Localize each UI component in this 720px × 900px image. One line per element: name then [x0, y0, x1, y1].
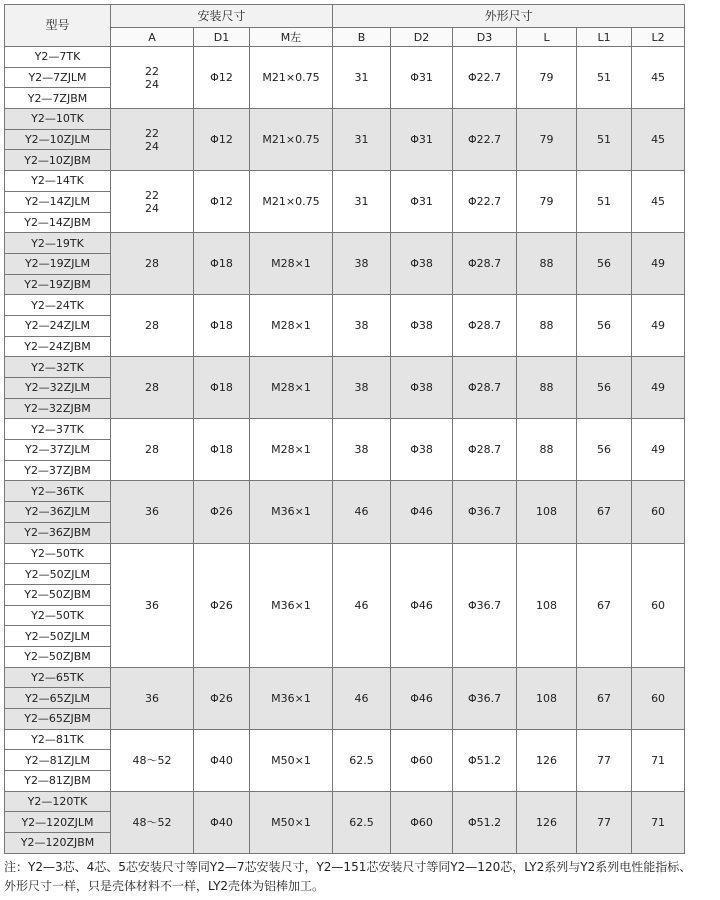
model-group [5, 667, 685, 729]
cell-l: 108 [517, 543, 577, 667]
spec-table [4, 4, 685, 854]
model-group [5, 295, 685, 357]
cell-l2: 60 [632, 667, 685, 729]
cell-a: 48～52 [111, 729, 194, 791]
cell-b: 46 [333, 481, 391, 543]
table-row [5, 47, 685, 68]
cell-l: 108 [517, 481, 577, 543]
model-cell: Y2—50ZJBM [5, 584, 111, 605]
cell-d3: Φ22.7 [453, 171, 517, 233]
col-header-l1: L1 [577, 28, 632, 47]
cell-d1: Φ26 [194, 667, 250, 729]
model-cell: Y2—14ZJBM [5, 212, 111, 233]
model-cell: Y2—81ZJBM [5, 771, 111, 792]
cell-l: 88 [517, 233, 577, 295]
cell-a: 22 24 [111, 171, 194, 233]
cell-a: 28 [111, 357, 194, 419]
cell-b: 38 [333, 419, 391, 481]
model-cell: Y2—36ZJLM [5, 502, 111, 523]
cell-d1: Φ40 [194, 729, 250, 791]
model-cell: Y2—14TK [5, 171, 111, 192]
cell-m: M21×0.75 [250, 47, 333, 109]
col-header-d1: D1 [194, 28, 250, 47]
cell-l: 88 [517, 357, 577, 419]
cell-m: M28×1 [250, 419, 333, 481]
cell-l2: 60 [632, 543, 685, 667]
cell-l1: 77 [577, 791, 632, 853]
cell-l2: 71 [632, 729, 685, 791]
cell-l2: 49 [632, 419, 685, 481]
cell-m: M21×0.75 [250, 109, 333, 171]
cell-m: M28×1 [250, 357, 333, 419]
cell-l2: 45 [632, 47, 685, 109]
model-cell: Y2—10ZJLM [5, 129, 111, 150]
cell-l: 126 [517, 729, 577, 791]
cell-d2: Φ31 [391, 171, 453, 233]
model-group [5, 47, 685, 109]
cell-b: 38 [333, 357, 391, 419]
cell-l: 79 [517, 171, 577, 233]
cell-d2: Φ46 [391, 543, 453, 667]
cell-d1: Φ26 [194, 543, 250, 667]
model-cell: Y2—24ZJLM [5, 315, 111, 336]
cell-l1: 51 [577, 47, 632, 109]
cell-a: 36 [111, 667, 194, 729]
install-dimensions-header: 安装尺寸 [111, 5, 333, 28]
table-row [5, 109, 685, 130]
model-cell: Y2—37TK [5, 419, 111, 440]
cell-a: 48～52 [111, 791, 194, 853]
cell-m: M36×1 [250, 481, 333, 543]
model-cell: Y2—50ZJLM [5, 564, 111, 585]
cell-l1: 51 [577, 109, 632, 171]
model-cell: Y2—36TK [5, 481, 111, 502]
outline-dimensions-header: 外形尺寸 [333, 5, 685, 28]
model-group [5, 233, 685, 295]
cell-m: M50×1 [250, 791, 333, 853]
col-header-m: M左 [250, 28, 333, 47]
col-header-l2: L2 [632, 28, 685, 47]
model-cell: Y2—81ZJLM [5, 750, 111, 771]
cell-d3: Φ36.7 [453, 481, 517, 543]
cell-l1: 56 [577, 357, 632, 419]
cell-l2: 49 [632, 233, 685, 295]
cell-d3: Φ28.7 [453, 233, 517, 295]
model-cell: Y2—10TK [5, 109, 111, 130]
cell-d2: Φ46 [391, 481, 453, 543]
model-group [5, 357, 685, 419]
cell-l1: 67 [577, 667, 632, 729]
model-cell: Y2—19ZJLM [5, 253, 111, 274]
model-cell: Y2—65TK [5, 667, 111, 688]
cell-l1: 56 [577, 419, 632, 481]
cell-l1: 56 [577, 295, 632, 357]
cell-d2: Φ60 [391, 791, 453, 853]
cell-l2: 49 [632, 295, 685, 357]
table-row [5, 419, 685, 440]
model-cell: Y2—32ZJBM [5, 398, 111, 419]
cell-l: 88 [517, 419, 577, 481]
model-group [5, 171, 685, 233]
cell-d3: Φ36.7 [453, 543, 517, 667]
cell-d1: Φ12 [194, 47, 250, 109]
model-cell: Y2—24ZJBM [5, 336, 111, 357]
cell-m: M21×0.75 [250, 171, 333, 233]
cell-a: 28 [111, 419, 194, 481]
model-group [5, 419, 685, 481]
model-cell: Y2—32TK [5, 357, 111, 378]
cell-m: M36×1 [250, 543, 333, 667]
cell-a: 22 24 [111, 109, 194, 171]
cell-d3: Φ51.2 [453, 729, 517, 791]
cell-b: 38 [333, 295, 391, 357]
model-cell: Y2—19ZJBM [5, 274, 111, 295]
cell-d3: Φ22.7 [453, 47, 517, 109]
model-cell: Y2—19TK [5, 233, 111, 254]
cell-d2: Φ31 [391, 109, 453, 171]
cell-d2: Φ38 [391, 295, 453, 357]
cell-d3: Φ28.7 [453, 295, 517, 357]
cell-m: M28×1 [250, 233, 333, 295]
model-cell: Y2—120ZJLM [5, 812, 111, 833]
cell-d1: Φ12 [194, 171, 250, 233]
cell-d2: Φ31 [391, 47, 453, 109]
table-row [5, 295, 685, 316]
table-row [5, 667, 685, 688]
cell-l: 88 [517, 295, 577, 357]
cell-d2: Φ38 [391, 419, 453, 481]
cell-d2: Φ46 [391, 667, 453, 729]
cell-d2: Φ38 [391, 357, 453, 419]
model-group [5, 791, 685, 853]
cell-m: M36×1 [250, 667, 333, 729]
footnote: 注：Y2—3芯、4芯、5芯安装尺寸等同Y2—7芯安装尺寸，Y2—151芯安装尺寸等同Y2—120芯，LY2系列与Y2系列电性能指标、外形尺寸一样，只是壳体材料不一样，LY2壳体为铝棒加工。 [4, 860, 692, 893]
table-row [5, 791, 685, 812]
cell-a: 28 [111, 295, 194, 357]
cell-m: M28×1 [250, 295, 333, 357]
cell-a: 28 [111, 233, 194, 295]
cell-d3: Φ28.7 [453, 419, 517, 481]
cell-l1: 67 [577, 543, 632, 667]
cell-b: 62.5 [333, 729, 391, 791]
col-header-a: A [111, 28, 194, 47]
cell-d1: Φ40 [194, 791, 250, 853]
table-row [5, 481, 685, 502]
model-group [5, 543, 685, 667]
model-cell: Y2—37ZJLM [5, 440, 111, 461]
table-row [5, 233, 685, 254]
model-group [5, 729, 685, 791]
cell-d3: Φ22.7 [453, 109, 517, 171]
cell-l1: 51 [577, 171, 632, 233]
model-cell: Y2—7ZJBM [5, 88, 111, 109]
col-header-l: L [517, 28, 577, 47]
table-row [5, 543, 685, 564]
cell-a: 36 [111, 481, 194, 543]
model-cell: Y2—50ZJLM [5, 626, 111, 647]
col-header-b: B [333, 28, 391, 47]
model-header: 型号 [5, 5, 111, 47]
model-cell: Y2—120ZJBM [5, 833, 111, 854]
model-cell: Y2—120TK [5, 791, 111, 812]
model-group [5, 109, 685, 171]
cell-a: 36 [111, 543, 194, 667]
cell-d1: Φ18 [194, 357, 250, 419]
model-cell: Y2—24TK [5, 295, 111, 316]
cell-b: 62.5 [333, 791, 391, 853]
model-cell: Y2—50TK [5, 543, 111, 564]
cell-d1: Φ12 [194, 109, 250, 171]
table-row [5, 357, 685, 378]
cell-b: 31 [333, 109, 391, 171]
cell-l2: 60 [632, 481, 685, 543]
model-cell: Y2—36ZJBM [5, 522, 111, 543]
model-cell: Y2—7ZJLM [5, 67, 111, 88]
cell-b: 38 [333, 233, 391, 295]
table-row [5, 171, 685, 192]
model-cell: Y2—37ZJBM [5, 460, 111, 481]
col-header-d2: D2 [391, 28, 453, 47]
model-cell: Y2—32ZJLM [5, 378, 111, 399]
model-cell: Y2—14ZJLM [5, 191, 111, 212]
cell-a: 22 24 [111, 47, 194, 109]
cell-l2: 49 [632, 357, 685, 419]
col-header-d3: D3 [453, 28, 517, 47]
model-cell: Y2—81TK [5, 729, 111, 750]
cell-d2: Φ38 [391, 233, 453, 295]
cell-b: 46 [333, 543, 391, 667]
cell-d1: Φ18 [194, 419, 250, 481]
cell-d1: Φ18 [194, 295, 250, 357]
cell-l2: 71 [632, 791, 685, 853]
cell-m: M50×1 [250, 729, 333, 791]
cell-b: 31 [333, 171, 391, 233]
cell-d3: Φ36.7 [453, 667, 517, 729]
cell-d3: Φ51.2 [453, 791, 517, 853]
cell-b: 46 [333, 667, 391, 729]
model-cell: Y2—65ZJLM [5, 688, 111, 709]
cell-b: 31 [333, 47, 391, 109]
model-cell: Y2—50TK [5, 605, 111, 626]
model-cell: Y2—10ZJBM [5, 150, 111, 171]
cell-d1: Φ18 [194, 233, 250, 295]
cell-d3: Φ28.7 [453, 357, 517, 419]
cell-d2: Φ60 [391, 729, 453, 791]
table-row [5, 729, 685, 750]
model-cell: Y2—7TK [5, 47, 111, 68]
cell-d1: Φ26 [194, 481, 250, 543]
cell-l2: 45 [632, 171, 685, 233]
cell-l1: 67 [577, 481, 632, 543]
cell-l1: 77 [577, 729, 632, 791]
model-group [5, 481, 685, 543]
cell-l: 79 [517, 109, 577, 171]
cell-l: 126 [517, 791, 577, 853]
cell-l2: 45 [632, 109, 685, 171]
cell-l1: 56 [577, 233, 632, 295]
model-cell: Y2—50ZJBM [5, 646, 111, 667]
cell-l: 79 [517, 47, 577, 109]
model-cell: Y2—65ZJBM [5, 709, 111, 730]
cell-l: 108 [517, 667, 577, 729]
